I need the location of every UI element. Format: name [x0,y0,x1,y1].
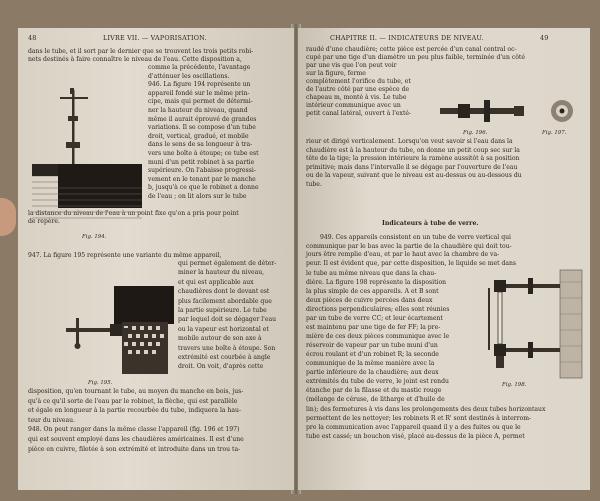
figure-197-caption: Fig. 197. [542,130,567,136]
text-line: supérieure. On l'abaisse progressi- [148,167,256,175]
text-line: le tube au même niveau que dans la chau- [306,270,437,277]
text-line: pièce en cuivre, filetée à son extrémité et introduite dans un trou ta- [28,445,241,453]
left-running-head: LIVRE VII. — VAPORISATION. [103,34,207,42]
thumb-holding-page [0,198,16,236]
text-line: 948. On peut ranger dans la même classe l'appareil (fig. 196 et 197) [28,426,240,434]
text-line: la distance du niveau de l'eau à un point fixe qu'on a pris pour point [28,210,239,217]
text-line: variations. Il se compose d'un tube [148,124,256,132]
text-line: par un tube de verre CC; et leur écartement [306,315,443,322]
text-line: directions perpendiculaires; elles sont réunies [306,306,450,313]
text-line: la plus simple de ces appareils. A et B sont [306,288,439,295]
figure-195 [62,284,174,376]
text-line: et égale en longueur à la partie recourbée du tube, indiquera la hau- [28,407,242,415]
text-line: par une vis que l'on peut voir [306,62,397,69]
text-line: qui permet également de déter- [178,260,277,267]
text-line: dière. La figure 198 représente la disposition [306,279,447,286]
figure-198 [474,268,586,380]
text-line: la partie supérieure. Le tube [178,307,267,314]
text-line: muni d'un petit robinet à sa partie [148,158,255,166]
text-line: d'atténuer les oscillations. [148,72,230,80]
text-line: tube. [306,181,322,188]
text-line: intérieur communique avec un [306,102,401,109]
text-line: écrou roulant et d'un robinet R; la seconde [306,351,439,358]
text-line: jours être remplie d'eau, et par le haut avec la chambre de va- [306,251,500,259]
left-page-number: 48 [28,34,37,42]
right-running-head: CHAPITRE II. — INDICATEURS DE NIVEAU. [330,34,484,42]
figure-194 [30,80,142,228]
right-page [298,28,590,490]
text-line: est maintenu par une tige de fer FF; la pre- [306,324,441,331]
text-line: petit canal latéral, ouvert à l'exté- [306,110,412,117]
text-line: nets destinés à faire connaître le niveau de l'eau. Cette disposition a, [28,56,242,63]
text-line: qu'à ce qu'il sorte de l'eau par le robinet, la flèche, qui est parallèle [28,397,238,405]
text-line: sur la figure, ferme [306,70,366,77]
text-line: ou la vapeur est horizontal et [178,325,269,333]
section-subheading: Indicateurs à tube de verre. [382,220,479,227]
text-line: tête de la tige; la pression intérieure la ramène aussitôt à sa position [306,155,520,163]
text-line: cipe, mais qui permet de détermi- [148,98,253,106]
text-line: communique de la même manière avec la [306,360,435,367]
figure-195-caption: Fig. 195. [88,380,113,386]
text-line: de l'eau ; on lit alors sur le tube [148,193,247,200]
text-line: ou de la vapeur, suivant que le niveau est au-dessus ou au-dessous du [306,172,522,180]
text-line: deux pièces de cuivre percées dans deux [306,297,433,304]
text-line: réservoir de vapeur par un tube muni d'un [306,342,438,349]
text-line: raudé d'une chaudière; cette pièce est percée d'un canal central oc- [306,46,517,53]
text-line: tube est cassé; un bouchon visé, placé au-dessus de la pièce A, permet [306,433,525,440]
text-line: droit, vertical, gradué, et mobile [148,132,249,140]
figure-194-caption: Fig. 194. [82,234,107,240]
text-line: partie inférieure de la chaudière; aux deux [306,369,439,376]
text-line: extrémités du tube de verre, le joint est rendu [306,378,449,385]
text-line: rieur et dirigé verticalement. Lorsqu'on veut savoir si l'eau dans la [306,138,513,145]
figure-196-caption: Fig. 196. [463,130,488,136]
text-line: lin); des fermetures à vis dans les prolongements des deux tubes horizontaux [306,406,546,413]
text-line: de l'autre côté par une espèce de [306,86,410,93]
text-line: complètement l'orifice du tube, et [306,78,411,85]
text-line: vement en le tenant par le manche [148,175,256,183]
text-line: vers une boîte à étoupe; ce tube est [148,150,259,157]
figure-198-caption: Fig. 198. [502,382,527,388]
text-line: travers une boîte à étoupe. Son [178,344,276,352]
right-page-number: 49 [540,34,549,42]
text-line: chapeau m, monté à vis. Le tube [306,94,407,101]
text-line: cupé par une tige d'un diamètre un peu plus faible, terminée d'un côté [306,54,525,61]
text-line: pre la communication avec l'appareil quand il y a des fuites ou que le [306,424,521,431]
text-line: de repère. [28,218,60,225]
text-line: par lequel doit se dégager l'eau [178,316,277,324]
text-line: même il aurait éprouvé de grandes [148,115,257,123]
text-line: comme la précédente, l'avantage [148,64,251,71]
text-line: et qui est applicable aux [178,278,254,286]
text-line: miner la hauteur du niveau, [178,269,265,277]
text-line: (mélange de céruse, de litharge et d'huile de [306,396,445,403]
left-page [18,28,294,490]
figure-196-197 [434,94,584,130]
text-line: chaudière est à la hauteur du tube, on donne un petit coup sec sur la [306,146,520,154]
text-line: extrémité est courbée à angle [178,354,271,361]
text-line: permettent de les nettoyer; les robinets R et R' sont destinés à interrom- [306,415,532,422]
text-line: communique par le bas avec la partie de la chaudière qui doit tou- [306,242,512,250]
text-line: étanche par de la filasse et du mastic rouge [306,387,442,394]
text-line: dans le sens de sa longueur à tra- [148,141,253,149]
text-line: mière de ces deux pièces communique avec le [306,333,450,340]
text-line: ner la hauteur du niveau, quand [148,107,248,114]
text-line: droit. On voit, d'après cette [178,363,264,371]
text-line: primitive; mais dans l'intervalle il se dégage par l'ouverture de l'eau [306,163,518,171]
text-line: teur du niveau. [28,416,76,424]
text-line: 946. La figure 194 représente un [148,81,251,89]
text-line: mobile autour de son axe à [178,335,262,343]
text-line: 947. La figure 195 représente une variante du même appareil, [28,252,222,259]
text-line: b, jusqu'à ce que le robinet a donne [148,184,259,192]
text-line: qui est souvent employé dans les chaudières américaines. Il est d'une [28,436,244,443]
text-line: disposition, qu'en tournant le tube, au moyen du manche en bois, jus- [28,388,244,395]
text-line: 949. Ces appareils consistent en un tube de verre vertical qui [320,234,511,241]
text-line: plus facilement abordable que [178,297,272,305]
text-line: chaudières dont le devant est [178,288,270,296]
text-line: appareil fondé sur le même prin- [148,89,250,97]
text-line: peur. Il est évident que, par cette disposition, le liquide se met dans [306,259,517,267]
text-line: dans le tube, et il sort par le dernier que se trouvent les trois petits robi- [28,48,254,55]
